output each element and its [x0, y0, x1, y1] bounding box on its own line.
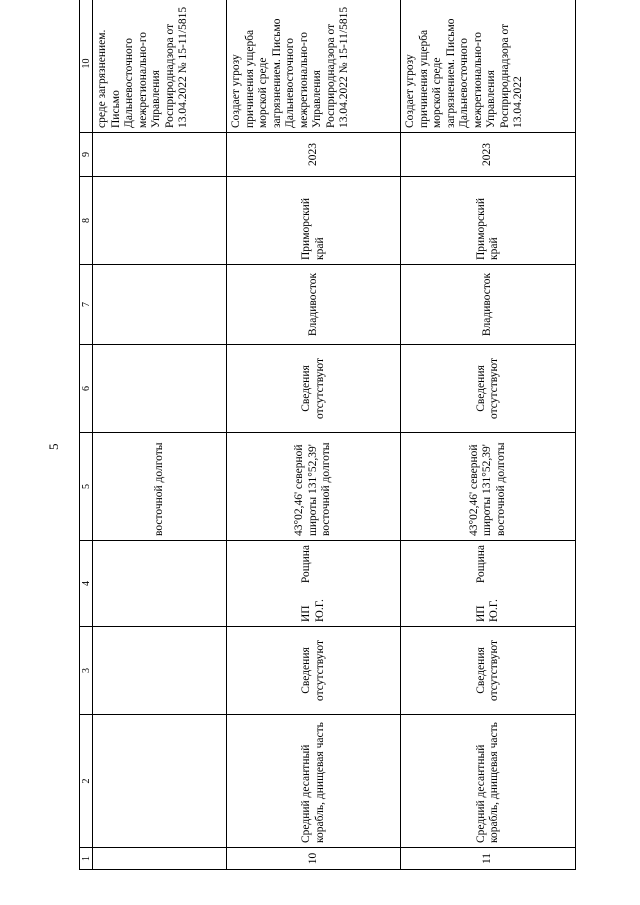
cell-owner: [401, 541, 576, 627]
cell-registration: Сведения отсутствуют: [401, 627, 576, 715]
owner-initials: ИП Ю.Г.: [474, 599, 500, 622]
cell-registration: [93, 627, 227, 715]
cell-year: [93, 133, 227, 177]
cell-region: Приморский край: [227, 177, 401, 265]
table-row: [401, 0, 576, 870]
table-row: [227, 0, 401, 870]
header-row: [80, 0, 93, 870]
col-header: 10: [80, 0, 93, 133]
rotated-table-container: [79, 6, 574, 870]
col-header: 1: [80, 848, 93, 870]
cell-number: 11: [401, 848, 576, 870]
cell-name: [93, 715, 227, 848]
cell-name: Средний десантный корабль, днищевая часть: [227, 715, 401, 848]
col-header: 8: [80, 177, 93, 265]
cell-info: Сведения отсутствуют: [401, 345, 576, 433]
table-row: [93, 0, 227, 870]
cell-owner: [93, 541, 227, 627]
page-number: 5: [46, 443, 61, 450]
col-header: 6: [80, 345, 93, 433]
cell-name: Средний десантный корабль, днищевая часть: [401, 715, 576, 848]
owner-surname: Рощина: [474, 545, 487, 584]
cell-city: Владивосток: [227, 265, 401, 345]
col-header: 2: [80, 715, 93, 848]
owner-initials: ИП Ю.Г.: [300, 599, 326, 622]
cell-coordinates: 43°02,46' северной широты 131°52,39' восточной долготы: [227, 433, 401, 541]
cell-city: [93, 265, 227, 345]
cell-region: Приморский край: [401, 177, 576, 265]
col-header: 9: [80, 133, 93, 177]
cell-region: [93, 177, 227, 265]
cell-coordinates: 43°02,46' северной широты 131°52,39' восточной долготы: [401, 433, 576, 541]
cell-registration: Сведения отсутствуют: [227, 627, 401, 715]
cell-year: 2023: [227, 133, 401, 177]
col-header: 3: [80, 627, 93, 715]
cell-number: [93, 848, 227, 870]
col-header: 4: [80, 541, 93, 627]
cell-note: Создает угрозу причинения ущерба морской среде загрязнением. Письмо Дальневосточного межрегионально-го Управления Росприроднадзора от 13.04.2022: [401, 0, 576, 133]
cell-city: Владивосток: [401, 265, 576, 345]
cell-info: [93, 345, 227, 433]
cell-info: Сведения отсутствуют: [227, 345, 401, 433]
cell-year: 2023: [401, 133, 576, 177]
col-header: 7: [80, 265, 93, 345]
vessels-table: [79, 0, 576, 870]
cell-number: 10: [227, 848, 401, 870]
cell-coordinates: восточной долготы: [93, 433, 227, 541]
col-header: 5: [80, 433, 93, 541]
cell-owner: [227, 541, 401, 627]
owner-surname: Рощина: [300, 545, 312, 584]
cell-note: среде загрязнением. Письмо Дальневосточного межрегионально-го Управления Росприроднадзора от 13.04.2022 № 15-11/5815: [93, 0, 227, 133]
cell-note: Создает угрозу причинения ущерба морской среде загрязнением. Письмо Дальневосточного межрегионально-го Управления Росприроднадзора от 13.04.2022 № 15-11/5815: [227, 0, 401, 133]
